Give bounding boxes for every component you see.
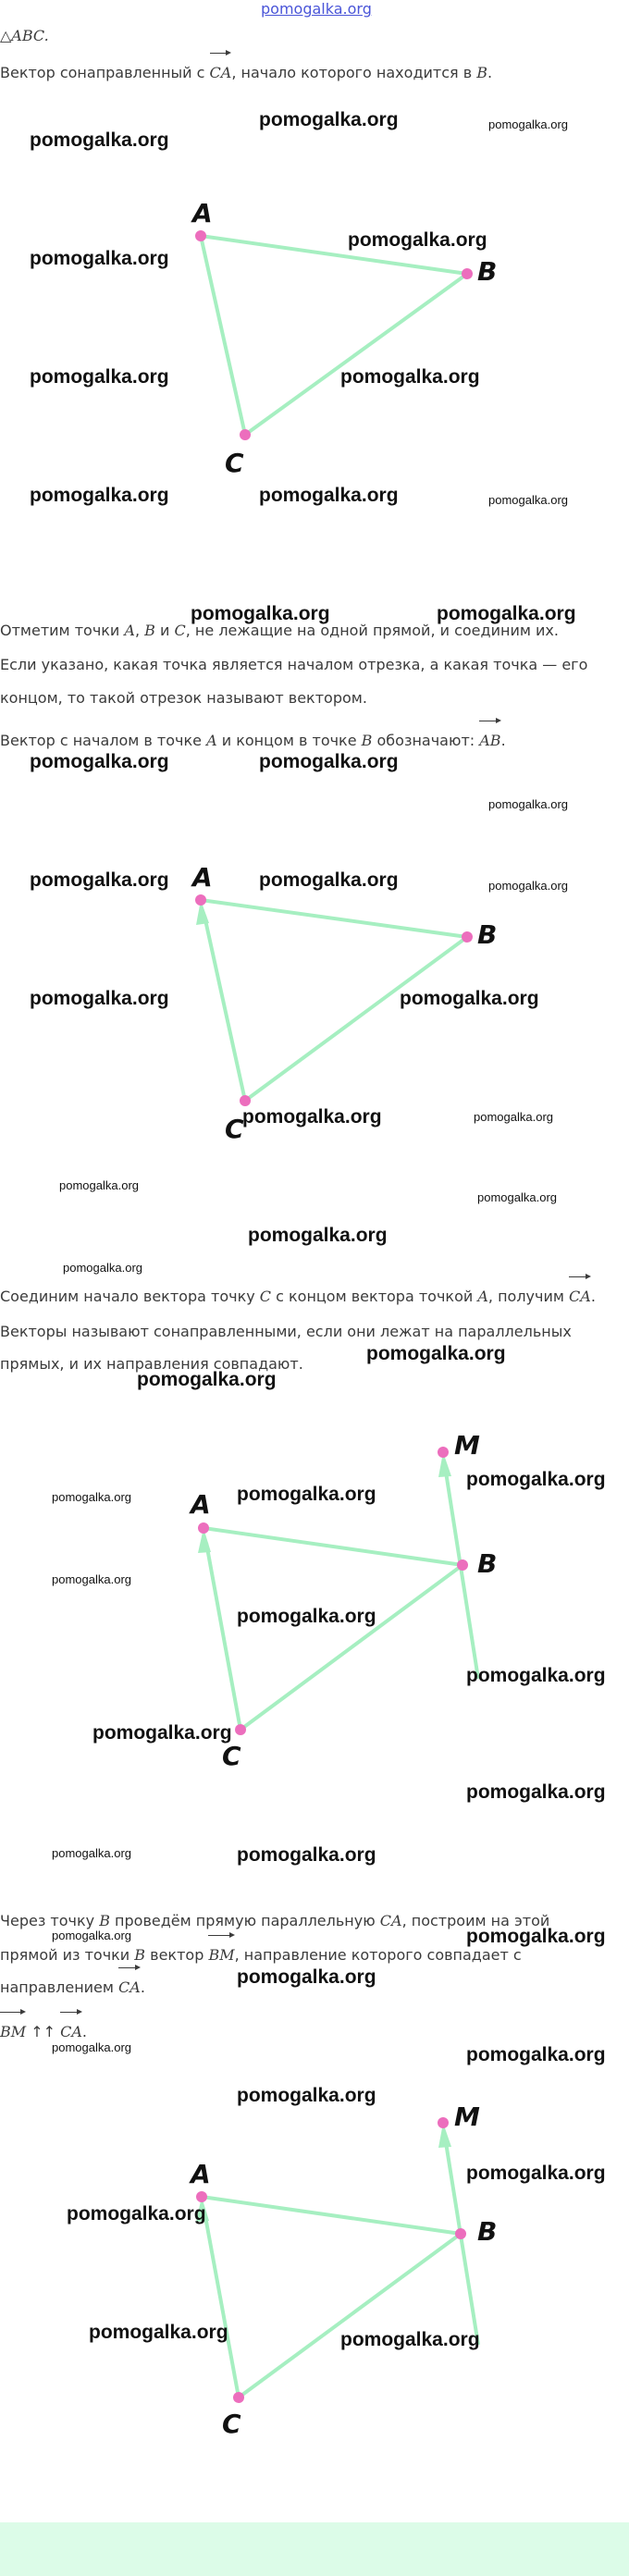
- watermark: pomogalka.org: [30, 248, 169, 269]
- label-b: B: [477, 2216, 498, 2247]
- figure-answer: [0, 2100, 629, 2439]
- watermark: pomogalka.org: [191, 603, 330, 624]
- watermark: pomogalka.org: [340, 366, 480, 388]
- watermark: pomogalka.org: [437, 603, 576, 624]
- paragraph-codirectional-1: Векторы называют сонаправленными, если они лежат на параллельных: [0, 1323, 572, 1340]
- watermark: pomogalka.org: [237, 2085, 376, 2106]
- watermark: pomogalka.org: [30, 869, 169, 891]
- watermark: pomogalka.org: [63, 1261, 142, 1275]
- label-b: B: [477, 1548, 498, 1579]
- answer: BM ↑↑ CA.: [0, 2015, 87, 2050]
- bottom-bar: [0, 2522, 629, 2576]
- watermark: pomogalka.org: [488, 117, 568, 131]
- watermark: pomogalka.org: [237, 1966, 376, 1988]
- label-c: C: [225, 448, 244, 478]
- watermark: pomogalka.org: [237, 1844, 376, 1866]
- watermark: pomogalka.org: [488, 493, 568, 507]
- watermark: pomogalka.org: [474, 1110, 553, 1124]
- watermark: pomogalka.org: [248, 1225, 388, 1246]
- label-b: B: [477, 919, 498, 950]
- watermark: pomogalka.org: [30, 751, 169, 772]
- watermark: pomogalka.org: [59, 1178, 139, 1192]
- watermark: pomogalka.org: [477, 1190, 557, 1204]
- problem-triangle: △ABC.: [0, 27, 49, 44]
- watermark: pomogalka.org: [237, 1606, 376, 1627]
- watermark: pomogalka.org: [466, 1469, 606, 1490]
- watermark: pomogalka.org: [340, 2329, 480, 2350]
- paragraph-parallel-line-1: Через точку B проведём прямую параллельную CA, построим на этой: [0, 1912, 550, 1929]
- paragraph-mark-points: Отметим точки A, B и C, не лежащие на одной прямой, и соединим их.: [0, 622, 559, 639]
- watermark: pomogalka.org: [52, 2040, 131, 2054]
- watermark: pomogalka.org: [259, 109, 399, 130]
- label-a: A: [192, 862, 213, 893]
- site-link[interactable]: pomogalka.org: [261, 0, 372, 18]
- watermark: pomogalka.org: [237, 1484, 376, 1505]
- watermark: pomogalka.org: [30, 366, 169, 388]
- label-c: C: [222, 2409, 241, 2439]
- watermark: pomogalka.org: [52, 1490, 131, 1504]
- watermark: pomogalka.org: [488, 879, 568, 893]
- label-m: M: [454, 2101, 480, 2132]
- label-c: C: [222, 1741, 241, 1771]
- label-b: B: [477, 256, 498, 287]
- watermark: pomogalka.org: [488, 797, 568, 811]
- paragraph-parallel-line-2: прямой из точки B вектор BM, направление которого совпадает с: [0, 1938, 522, 1973]
- paragraph-notation: Вектор с началом в точке A и концом в точке B обозначают: AB.: [0, 723, 506, 758]
- watermark: pomogalka.org: [137, 1369, 277, 1390]
- label-a: A: [192, 198, 213, 228]
- watermark: pomogalka.org: [466, 1665, 606, 1686]
- watermark: pomogalka.org: [30, 485, 169, 506]
- paragraph-definition-1: Если указано, какая точка является началом отрезка, а какая точка — его: [0, 656, 588, 673]
- paragraph-codirectional-2: прямых, и их направления совпадают.: [0, 1355, 303, 1373]
- watermark: pomogalka.org: [67, 2203, 206, 2225]
- paragraph-connect: Соединим начало вектора точку C с концом вектора точкой A, получим CA.: [0, 1279, 596, 1314]
- watermark: pomogalka.org: [400, 988, 539, 1009]
- label-m: M: [454, 1430, 480, 1461]
- watermark: pomogalka.org: [348, 229, 487, 251]
- watermark: pomogalka.org: [30, 988, 169, 1009]
- paragraph-parallel-line-3: направлением CA.: [0, 1970, 145, 2005]
- paragraph-definition-2: концом, то такой отрезок называют вектором.: [0, 689, 367, 707]
- watermark: pomogalka.org: [52, 1929, 131, 1942]
- watermark: pomogalka.org: [466, 2163, 606, 2184]
- watermark: pomogalka.org: [242, 1106, 382, 1128]
- label-a: A: [191, 2159, 211, 2189]
- watermark: pomogalka.org: [52, 1572, 131, 1586]
- label-c: C: [225, 1114, 244, 1144]
- watermark: pomogalka.org: [89, 2322, 228, 2343]
- watermark: pomogalka.org: [466, 1926, 606, 1947]
- watermark: pomogalka.org: [30, 129, 169, 151]
- label-a: A: [191, 1489, 211, 1520]
- watermark: pomogalka.org: [259, 869, 399, 891]
- watermark: pomogalka.org: [366, 1343, 506, 1364]
- figure-triangle: [0, 185, 629, 478]
- problem-statement: Вектор сонаправленный с CA, начало которого находится в B.: [0, 55, 492, 91]
- watermark: pomogalka.org: [466, 2044, 606, 2065]
- watermark: pomogalka.org: [92, 1722, 232, 1744]
- watermark: pomogalka.org: [52, 1846, 131, 1860]
- watermark: pomogalka.org: [466, 1781, 606, 1803]
- watermark: pomogalka.org: [259, 485, 399, 506]
- watermark: pomogalka.org: [259, 751, 399, 772]
